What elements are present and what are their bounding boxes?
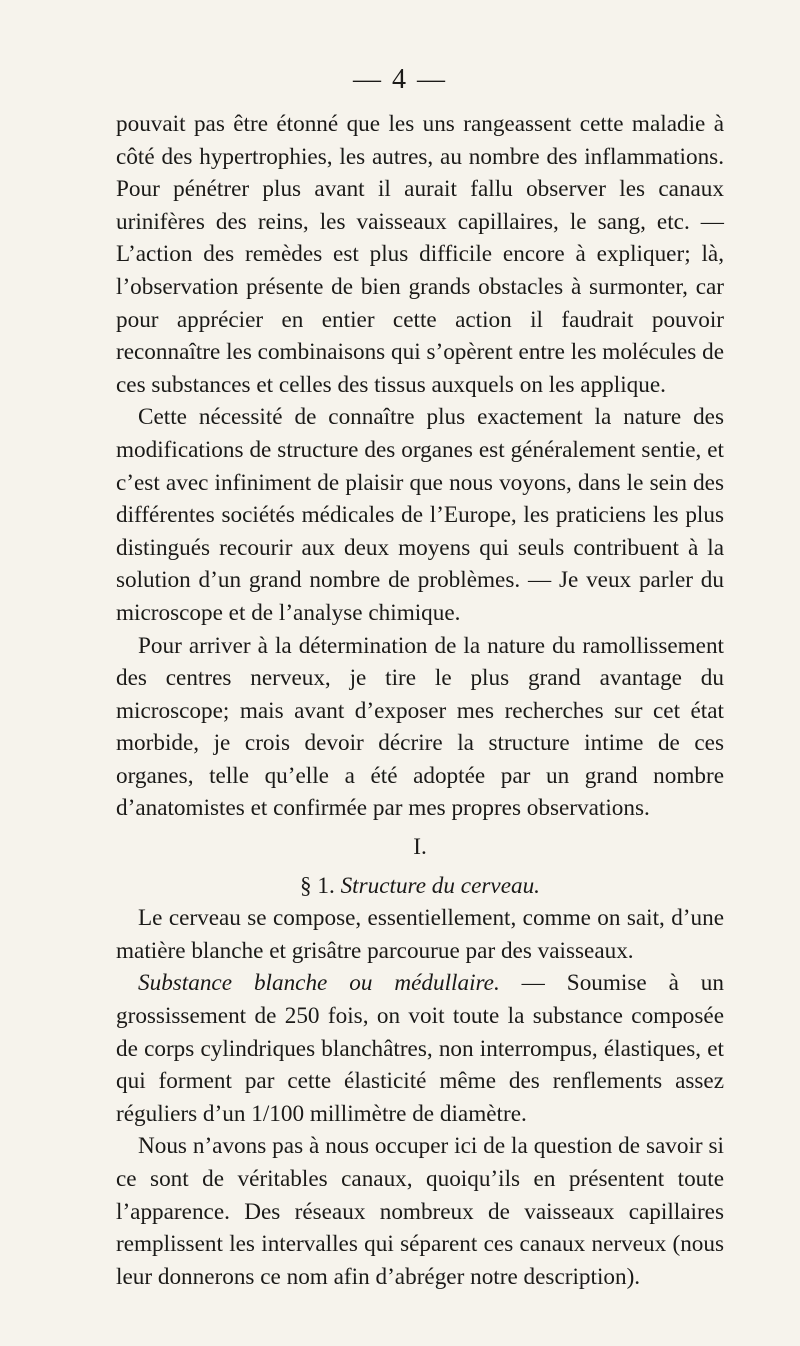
- paragraph: Pour arriver à la détermination de la nature du ramollissement des centres nerveux, je tire le plus grand avantage du microscope; mais avant d’exposer mes recherches sur cet état morbide, je crois devoir décrire la structure intime de ces organes, telle qu’elle a été adoptée par un grand nombre d’anatomistes et confirmée par mes propres observations.: [116, 632, 724, 822]
- subheading: Substance blanche ou médullaire.: [138, 970, 500, 997]
- paragraph: [116, 967, 724, 1130]
- section-numeral: I.: [413, 834, 427, 861]
- paragraph-text: — Soumise à un grossissement de 250 fois, on voit toute la substance composée de corps cylindriques blanchâtres, non interrompus, élastiques, et qui forment par cette élasticité même des renflements assez réguliers d’un 1/100 millimètre de diamètre.: [116, 970, 724, 1127]
- paragraph: pouvait pas être étonné que les uns rangeassent cette maladie à côté des hypertrophies, les autres, au nombre des inflammations. Pour pénétrer plus avant il aurait fallu observer les canaux urinifères des reins, les vaisseaux capillaires, le sang, etc. — L’action des remèdes est plus difficile encore à expliquer; là, l’observation présente de bien grands obstacles à surmonter, car pour apprécier en entier cette action il faudrait pouvoir reconnaître les combinaisons qui s’opèrent entre les molécules de ces substances et celles des tissus auxquels on les applique.: [116, 111, 724, 398]
- section-heading: [116, 870, 724, 903]
- body-text: [116, 108, 724, 1293]
- paragraph: Le cerveau se compose, essentiellement, comme on sait, d’une matière blanche et grisâtre parcourue par des vaisseaux.: [116, 905, 724, 964]
- paragraph: Nous n’avons pas à nous occuper ici de la question de savoir si ce sont de véritables canaux, quoiqu’ils en présentent toute l’apparence. Des réseaux nombreux de vaisseaux capillaires remplissent les intervalles qui séparent ces canaux nerveux (nous leur donnerons ce nom afin d’abréger notre description).: [116, 1133, 724, 1290]
- section-sign: § 1.: [300, 872, 335, 899]
- paragraph: Cette nécessité de connaître plus exactement la nature des modifications de structure des organes est généralement sentie, et c’est avec infiniment de plaisir que nous voyons, dans le sein des différentes sociétés médicales de l’Europe, les praticiens les plus distingués recourir aux deux moyens qui seuls contribuent à la solution d’un grand nombre de problèmes. — Je veux parler du microscope et de l’analyse chimique.: [116, 404, 724, 626]
- section-title: Structure du cerveau.: [340, 872, 540, 899]
- page-number: — 4 —: [353, 64, 447, 95]
